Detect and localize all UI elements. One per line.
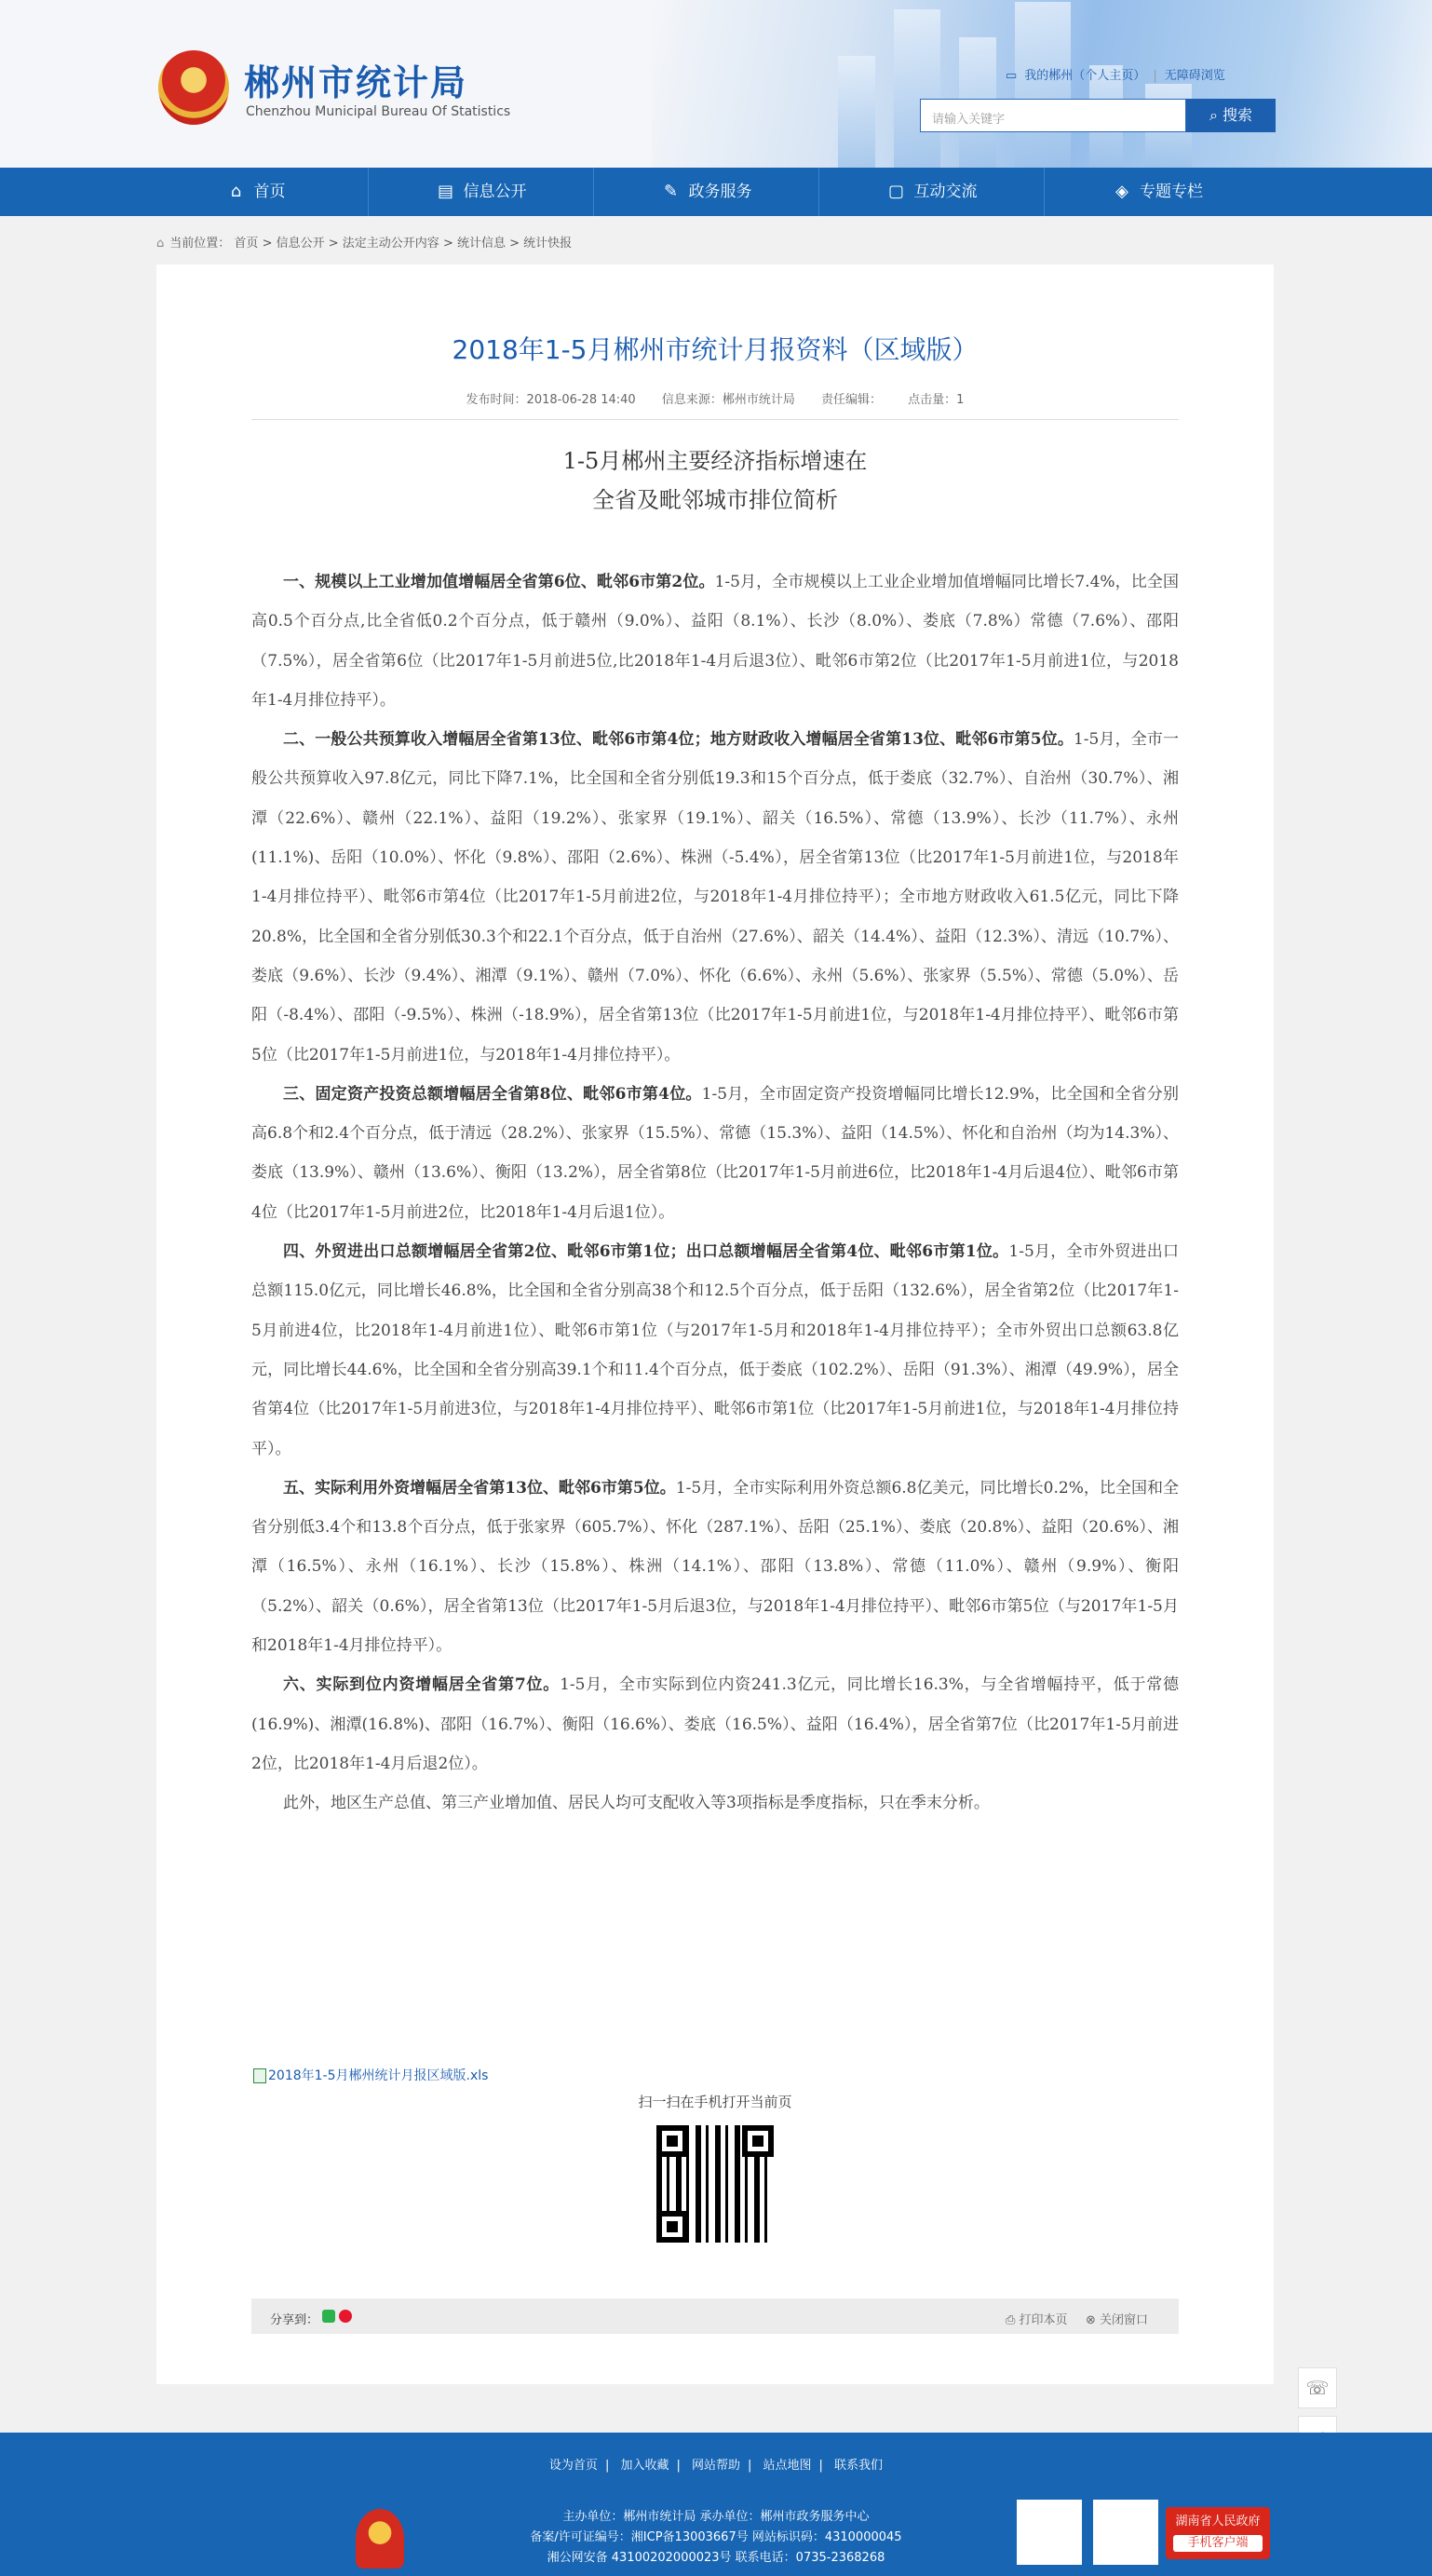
wechat-float-button[interactable] (1298, 2367, 1337, 2408)
paragraph-text: 1-5月，全市实际利用外资总额6.8亿美元，同比增长0.2%，比全国和全省分别低3.4个和13.8个百分点，低于张家界（605.7%）、怀化（287.1%）、岳阳（25.1%）、娄底（20.8%）、益阳（20.6%）、湘潭（16.5%）、永州（16.1%）、长沙（15.8%）、株洲（14.1%）、邵阳（13.8%）、常德（11.0%）、赣州（9.9%）、衡阳（5.2%）、韶关（0.6%），居全省第13位（比2017年1-5月后退3位，与2018年1-4月排位持平）、毗邻6市第5位（与2017年1-5月和2018年1-4月排位持平）。 (251, 1478, 1179, 1656)
qr-finder (656, 2211, 688, 2243)
footer-link[interactable]: 网站帮助 (691, 2459, 740, 2473)
site-name[interactable]: 郴州市统计局 (244, 62, 468, 103)
nav-info[interactable] (369, 168, 594, 216)
nav-label: 互动交流 (913, 183, 978, 201)
publish-time: 发布时间：2018-06-28 14:40 (466, 393, 636, 407)
footer-link[interactable]: 站点地图 (763, 2459, 812, 2473)
breadcrumb-sep: > (506, 237, 524, 251)
paragraph (251, 1075, 1179, 1232)
breadcrumb-item[interactable]: 信息公开 (276, 237, 325, 251)
breadcrumb-item[interactable]: 法定主动公开内容 (342, 237, 439, 251)
breadcrumb-item[interactable]: 统计信息 (456, 237, 506, 251)
banner-bar (894, 9, 940, 168)
nav-label: 信息公开 (463, 183, 527, 201)
paragraph (251, 720, 1179, 1075)
home-icon: ⌂ (156, 237, 165, 251)
scan-caption: 扫一扫在手机打开当前页 (638, 2094, 792, 2110)
info-source: 信息来源：郴州市统计局 (661, 393, 795, 407)
paragraph-text: 1-5月，全市实际到位内资241.3亿元，同比增长16.3%，与全省增幅持平，低于常德(16.9%)、湘潭(16.8%)、邵阳（16.7%）、衡阳（16.6%）、娄底（16.5%）、益阳（16.4%），居全省第7位（比2017年1-5月前进2位，比2018年1-4月后退2位）。 (251, 1675, 1179, 1773)
gov-app-line2: 手机客户端 (1173, 2535, 1263, 2552)
subtitle-line: 1-5月郴州主要经济指标增速在 (562, 448, 868, 474)
paragraph (251, 1469, 1179, 1665)
paragraph-text: 1-5月，全市固定资产投资增幅同比增长12.9%，比全国和全省分别高6.8个和2.4个百分点，低于清远（28.2%）、张家界（15.5%）、常德（15.3%）、益阳（14.5%）、怀化和自治州（均为14.3%）、娄底（13.9%）、赣州（13.6%）、衡阳（13.2%），居全省第8位（比2017年1-5月前进6位，比2018年1-4月后退4位）、毗邻6市第4位（比2017年1-5月前进2位，比2018年1-4月后退1位）。 (251, 1084, 1179, 1222)
paragraph-lead: 三、固定资产投资总额增幅居全省第8位、毗邻6市第4位。 (283, 1084, 702, 1104)
share-bar (251, 2298, 1179, 2334)
nav-service[interactable] (594, 168, 819, 216)
attachment-label: 2018年1-5月郴州统计月报区域版.xls (268, 2068, 489, 2083)
nav-label: 专题专栏 (1140, 183, 1203, 201)
nav-label: 政务服务 (688, 183, 752, 201)
share-label: 分享到： (270, 2313, 319, 2327)
paragraph-lead: 五、实际利用外资增幅居全省第13位、毗邻6市第5位。 (283, 1478, 676, 1498)
divider (251, 419, 1179, 420)
paragraph-lead: 二、一般公共预算收入增幅居全省第13位、毗邻6市第4位；地方财政收入增幅居全省第13位、毗邻6市第5位。 (283, 730, 1074, 750)
breadcrumb (156, 233, 572, 251)
footer-police: 湘公网安备 43100202000023号 联系电话：0735-2368268 (547, 2551, 885, 2565)
hunan-gov-app-link[interactable] (1166, 2507, 1270, 2559)
monitor-icon: ▭ (1006, 69, 1018, 83)
nav-topics[interactable] (1045, 168, 1270, 216)
layers-icon: ◈ (1115, 182, 1128, 201)
article-container (156, 264, 1274, 2384)
close-window-button[interactable] (1086, 2310, 1148, 2327)
document-icon: ▤ (437, 182, 453, 201)
wechat-icon[interactable] (322, 2310, 335, 2323)
breadcrumb-sep: > (324, 237, 343, 251)
search-button-label: 搜索 (1223, 106, 1253, 124)
paragraph (251, 1783, 1179, 1823)
search-input[interactable]: 请输入关键字 (920, 99, 1186, 132)
breadcrumb-sep: > (258, 237, 277, 251)
close-label: 关闭窗口 (1100, 2313, 1149, 2327)
qr-finder (742, 2125, 774, 2157)
footer-link[interactable]: 加入收藏 (620, 2459, 669, 2473)
qr-finder (656, 2125, 688, 2157)
search-icon: ⌕ (1209, 106, 1223, 124)
breadcrumb-prefix: 当前位置： (169, 237, 231, 251)
paragraph (251, 1665, 1179, 1783)
link-my-chenzhou[interactable]: 我的郴州（个人主页） (1024, 69, 1146, 83)
article-meta (156, 389, 1274, 407)
editor: 责任编辑： (821, 393, 883, 407)
paragraph (251, 1232, 1179, 1469)
excel-file-icon (253, 2068, 266, 2083)
site-header (0, 0, 1432, 168)
wechat-icon: ☏ (1305, 2377, 1330, 2399)
qr-code (653, 2122, 777, 2246)
link-accessible[interactable]: 无障碍浏览 (1164, 69, 1225, 83)
printer-icon: ⎙ (1006, 2313, 1020, 2327)
article-subtitle (156, 441, 1274, 520)
breadcrumb-item[interactable]: 统计快报 (523, 237, 573, 251)
close-icon: ⊗ (1086, 2313, 1101, 2327)
gov-app-line1: 湖南省人民政府 (1175, 2515, 1261, 2529)
paragraph-text: 此外，地区生产总值、第三产业增加值、居民人均可支配收入等3项指标是季度指标，只在季末分析。 (283, 1794, 990, 1813)
print-label: 打印本页 (1019, 2313, 1068, 2327)
site-name-en: Chenzhou Municipal Bureau Of Statistics (246, 104, 511, 119)
nav-home[interactable] (143, 168, 369, 216)
edit-icon: ✎ (663, 182, 679, 201)
banner-bar (838, 56, 875, 168)
footer-qr-code (1017, 2500, 1082, 2565)
top-links: ▭ 我的郴州（个人主页） | 无障碍浏览 (1006, 69, 1225, 83)
weibo-icon[interactable] (339, 2310, 352, 2323)
breadcrumb-sep: > (439, 237, 457, 251)
footer-qr-code (1093, 2500, 1158, 2565)
paragraph-lead: 六、实际到位内资增幅居全省第7位。 (283, 1675, 561, 1695)
footer-icp: 备案/许可证编号：湘ICP备13003667号 网站标识码：4310000045 (530, 2530, 902, 2544)
paragraph-text: 1-5月，全市一般公共预算收入97.8亿元，同比下降7.1%，比全国和全省分别低19.3和15个百分点，低于娄底（32.7%）、自治州（30.7%）、湘潭（22.6%）、赣州（22.1%）、益阳（19.2%）、张家界（19.1%）、韶关（16.5%）、常德（13.9%）、长沙（11.7%）、永州(11.1%)、岳阳（10.0%）、怀化（9.8%）、邵阳（2.6%）、株洲（-5.4%），居全省第13位（比2017年1-5月前进1位，与2018年1-4月排位持平）、毗邻6市第4位（比2017年1-5月前进2位，与2018年1-4月排位持平）；全市地方财政收入61.5亿元，同比下降20.8%，比全国和全省分别低30.3个和22.1个百分点，低于自治州（27.6%）、韶关（14.4%）、益阳（12.3%）、清远（10.7%）、娄底（9.6%）、长沙（9.4%）、湘潭（9.1%）、赣州（7.0%）、怀化（6.6%）、永州（5.6%）、张家界（5.5%）、常德（5.0%）、岳阳（-8.4%）、邵阳（-9.5%）、株洲（-18.9%），居全省第13位（比2017年1-5月前进1位，与2018年1-4月排位持平）、毗邻6市第5位（比2017年1-5月前进1位，与2018年1-4月排位持平）。 (251, 730, 1179, 1064)
footer-links: 设为首页 | 加入收藏 | 网站帮助 | 站点地图 | 联系我们 (548, 2459, 884, 2473)
paragraph (251, 563, 1179, 720)
site-footer (0, 2433, 1432, 2576)
search-button[interactable] (1186, 99, 1276, 132)
paragraph-lead: 四、外贸进出口总额增幅居全省第2位、毗邻6市第1位；出口总额增幅居全省第4位、毗邻6市第1位。 (283, 1242, 1009, 1262)
subtitle-line: 全省及毗邻城市排位简析 (592, 487, 838, 513)
breadcrumb-item[interactable]: 首页 (234, 237, 259, 251)
click-count: 点击量：1 (908, 393, 965, 407)
paragraph-text: 1-5月，全市外贸进出口总额115.0亿元，同比增长46.8%，比全国和全省分别高38个和12.5个百分点，低于岳阳（132.6%），居全省第2位（比2017年1-5月前进4位，比2018年1-4月前进1位）、毗邻6市第1位（与2017年1-5月和2018年1-4月排位持平）；全市外贸出口总额63.8亿元，同比增长44.6%，比全国和全省分别高39.1个和11.4个百分点，低于娄底（102.2%）、岳阳（91.3%）、湘潭（49.9%），居全省第4位（比2017年1-5月前进3位，与2018年1-4月排位持平）、毗邻6市第1位（比2017年1-5月前进1位，与2018年1-4月排位持平）。 (251, 1242, 1179, 1458)
footer-link[interactable]: 设为首页 (548, 2459, 598, 2473)
paragraph-text: 1-5月，全市规模以上工业企业增加值增幅同比增长7.4%，比全国高0.5个百分点,比全省低0.2个百分点，低于赣州（9.0%）、益阳（8.1%）、长沙（8.0%）、娄底（7.8%）常德（7.6%）、邵阳（7.5%），居全省第6位（比2017年1-5月前进5位,比2018年1-4月后退3位）、毗邻6市第2位（比2017年1-5月前进1位，与2018年1-4月排位持平）。 (251, 573, 1179, 710)
attachment-link[interactable] (253, 2066, 488, 2084)
footer-link[interactable]: 联系我们 (834, 2459, 884, 2473)
banner-bar (1015, 2, 1071, 168)
chat-icon: ▢ (887, 182, 904, 201)
article-body (251, 563, 1179, 1824)
nav-label: 首页 (253, 183, 286, 201)
main-nav (0, 168, 1432, 216)
article-title: 2018年1-5月郴州市统计月报资料（区域版） (452, 334, 979, 365)
nav-interact[interactable] (819, 168, 1045, 216)
home-icon: ⌂ (230, 182, 242, 201)
print-button[interactable] (1006, 2310, 1068, 2327)
header-banner (652, 0, 1432, 168)
footer-sponsor: 主办单位：郴州市统计局 承办单位：郴州市政务服务中心 (562, 2510, 870, 2524)
paragraph-lead: 一、规模以上工业增加值增幅居全省第6位、毗邻6市第2位。 (283, 573, 715, 591)
national-emblem-icon (158, 50, 229, 125)
